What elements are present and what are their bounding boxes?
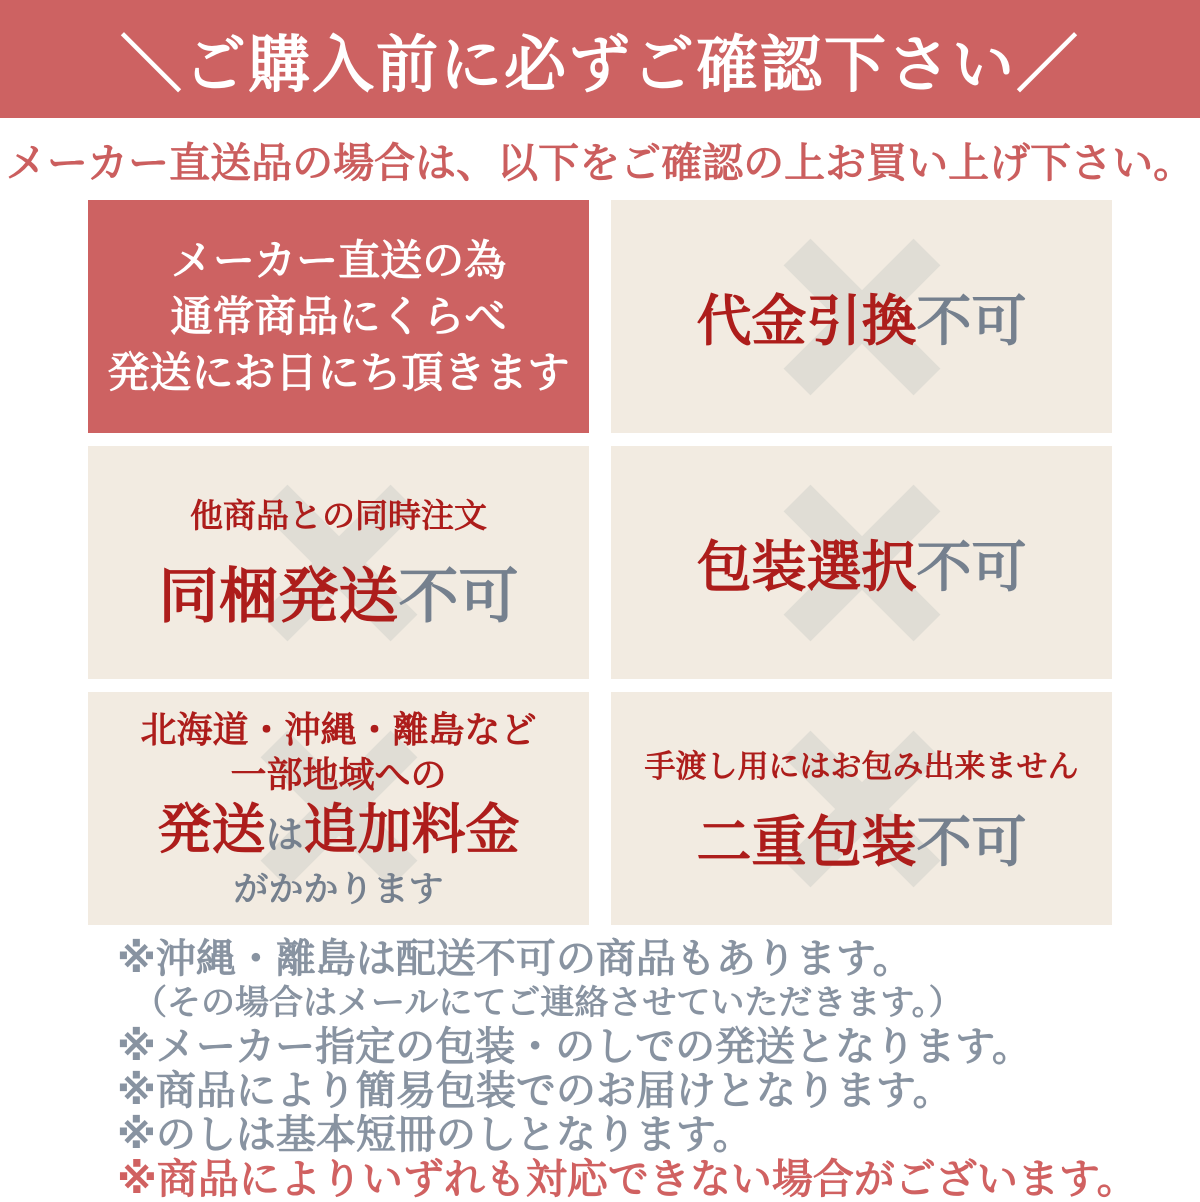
- cod-text: [696, 277, 1026, 356]
- notice-grid: [88, 200, 1112, 925]
- direct-ship-text: [107, 233, 569, 401]
- remote-area-extra-fee-label: 追加料金: [303, 799, 520, 860]
- note-line: ※のしは基本短冊のしとなります。: [117, 1113, 753, 1157]
- remote-area-fee-text: [140, 707, 536, 911]
- bundle-prohibited-box: [88, 446, 589, 679]
- double-wrap-sub-label: 手渡し用にはお包み出来ません: [644, 748, 1079, 784]
- direct-ship-line-3: 発送にお日にち頂きます: [107, 348, 570, 396]
- remote-area-fee-box: [88, 692, 589, 925]
- note-line: ※商品によりいずれも対応できない場合がございます。: [117, 1156, 1138, 1202]
- note-line: ※沖縄・離島は配送不可の商品もあります。: [117, 937, 913, 981]
- remote-area-line-1: 北海道・沖縄・離島など: [140, 708, 537, 750]
- double-wrap-prohibited-box: [611, 692, 1112, 925]
- subtitle: メーカー直送品の場合は、以下をご確認の上お買い上げ下さい。: [5, 139, 1195, 186]
- wrapping-choice-text: [696, 523, 1026, 602]
- remote-area-shipping-label: 発送: [157, 799, 266, 860]
- double-wrap-label: 二重包装: [696, 810, 917, 873]
- footer-notes: [0, 937, 1200, 1201]
- remote-area-line-2: 一部地域への: [230, 753, 447, 795]
- direct-ship-line-1: メーカー直送の為: [170, 236, 507, 284]
- wrapping-choice-label: 包装選択: [696, 536, 917, 598]
- page-title: ＼ご購入前に必ずご確認下さい／: [119, 30, 1080, 100]
- bundle-not-allowed-label: 不可: [398, 563, 519, 630]
- subtitle-row: [0, 118, 1200, 200]
- direct-ship-box: [88, 200, 589, 433]
- wrapping-choice-prohibited-box: [611, 446, 1112, 679]
- direct-ship-line-2: 通常商品にくらべ: [170, 292, 507, 340]
- double-wrap-text: [645, 741, 1079, 877]
- bundle-sub-label: 他商品との同時注文: [190, 497, 487, 534]
- note-line: （その場合はメールにてご連絡させていただきます。）: [133, 984, 963, 1022]
- bundle-text: [159, 490, 519, 635]
- bundle-label: 同梱発送: [158, 563, 399, 630]
- cod-label: 代金引換: [696, 290, 917, 352]
- double-wrap-not-allowed-label: 不可: [916, 810, 1027, 873]
- remote-area-particle: は: [265, 814, 304, 857]
- wrapping-choice-not-allowed-label: 不可: [916, 536, 1027, 598]
- remote-area-tail-label: がかかります: [233, 869, 444, 909]
- note-line: ※メーカー指定の包装・のしでの発送となります。: [117, 1025, 1032, 1069]
- note-line: ※商品により簡易包装でのお届けとなります。: [117, 1069, 953, 1113]
- cod-not-allowed-label: 不可: [916, 290, 1027, 352]
- cod-prohibited-box: [611, 200, 1112, 433]
- header-banner: [0, 0, 1200, 118]
